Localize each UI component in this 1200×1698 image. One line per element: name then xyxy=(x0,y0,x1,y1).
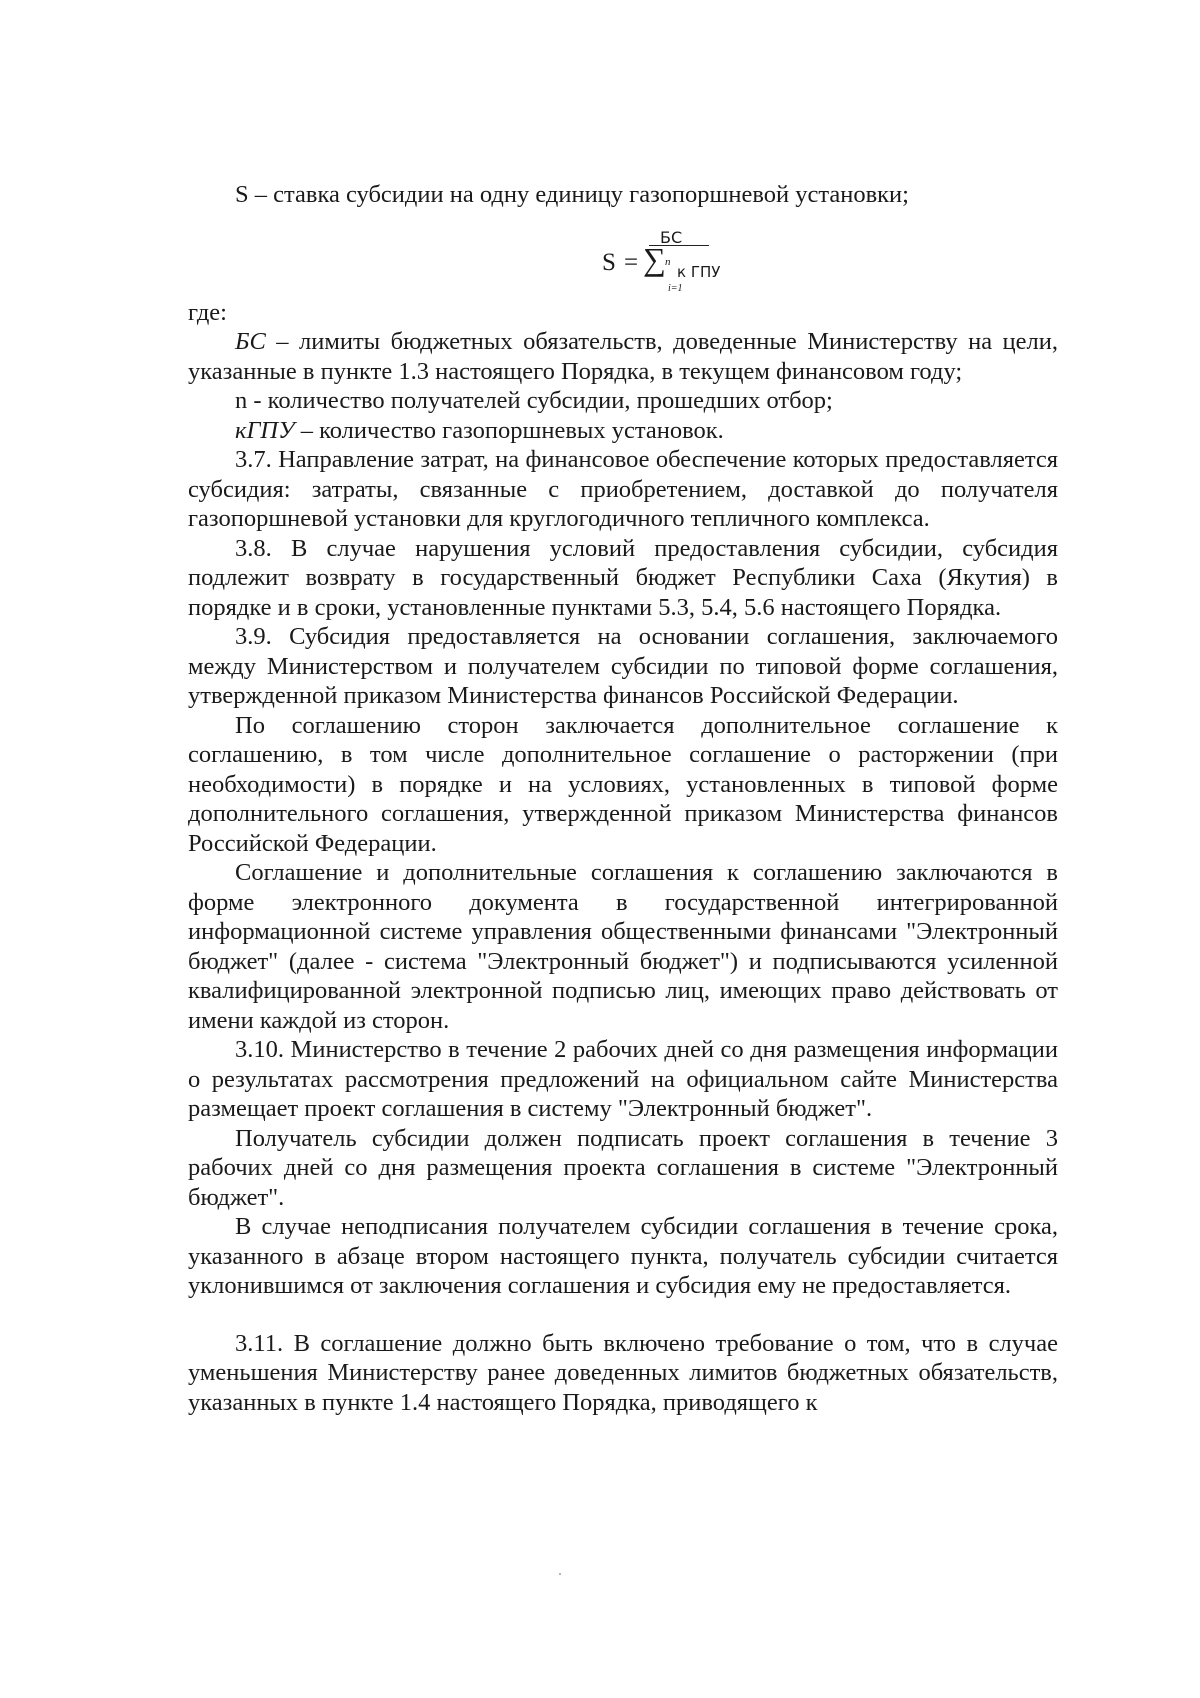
formula-sigma-upper: n xyxy=(665,255,671,268)
paragraph-3-10-signing: Получатель субсидии должен подписать проект соглашения в течение 3 рабочих дней со дня размещения проекта соглашения в системе "Электронный бюджет". xyxy=(188,1124,1058,1211)
formula-sigma: ∑ xyxy=(643,240,666,277)
scan-speck xyxy=(559,1573,561,1575)
paragraph-3-11: 3.11. В соглашение должно быть включено требование о том, что в случае уменьшения Министерству ранее доведенных лимитов бюджетных обязательств, указанных в пункте 1.4 настоящего Порядка, приводящего к xyxy=(188,1329,1058,1416)
paragraph-3-7: 3.7. Направление затрат, на финансовое обеспечение которых предоставляется субсидия: затраты, связанные с приобретением, доставкой до получателя газопоршневой установки для круглогодичного тепличного комплекса. xyxy=(188,446,1058,532)
paragraph-where: где: xyxy=(188,298,227,326)
formula-equals: = xyxy=(624,248,639,276)
bs-definition-text: – лимиты бюджетных обязательств, доведенные Министерству на цели, указанные в пункте 1.3 настоящего Порядка, в текущем финансовом году; xyxy=(188,328,1058,385)
paragraph-3-8: 3.8. В случае нарушения условий предоставления субсидии, субсидия подлежит возврату в государственный бюджет Республики Саха (Якутия) в порядке и в сроки, установленные пунктами 5.3, 5.4, 5.6 настоящего Порядка. xyxy=(188,534,1058,621)
term-bs: БС xyxy=(235,328,266,355)
paragraph-n-definition: n - количество получателей субсидии, прошедших отбор; xyxy=(235,387,833,414)
paragraph-3-10: 3.10. Министерство в течение 2 рабочих дней со дня размещения информации о результатах рассмотрения предложений на официальном сайте Министерства размещает проект соглашения в систему "Электронный бюджет". xyxy=(188,1036,1058,1122)
kgpu-definition-text: – количество газопоршневых установок. xyxy=(294,416,724,444)
paragraph-3-9-electronic-form: Соглашение и дополнительные соглашения к соглашению заключаются в форме электронного документа в государственной интегрированной информационной системе управления общественными финансами "Электронный бюджет" (далее - система "Электронный бюджет") и подписываются усиленной квалифицированной электронной подписью лиц, имеющих право действовать от имени каждой из сторон. xyxy=(188,859,1058,1034)
term-kgpu: кГПУ xyxy=(235,416,295,444)
formula-denominator: к ГПУ xyxy=(677,262,721,281)
paragraph-3-9: 3.9. Субсидия предоставляется на основании соглашения, заключаемого между Министерством и получателем субсидии по типовой форме соглашения, утвержденной приказом Министерства финансов Российской Федерации. xyxy=(188,623,1058,709)
paragraph-kgpu-definition xyxy=(188,416,1058,446)
formula-numerator: БС xyxy=(660,227,683,247)
formula-sigma-lower: i=1 xyxy=(668,282,683,294)
document-body xyxy=(188,180,1058,1417)
paragraph-3-9-additional-agreement: По соглашению сторон заключается дополнительное соглашение к соглашению, в том числе дополнительное соглашение о расторжении (при необходимости) в порядке и на условиях, установленных в типовой форме дополнительного соглашения, утвержденной приказом Министерства финансов Российской Федерации. xyxy=(188,711,1058,857)
formula-lhs: S xyxy=(602,248,616,276)
subsidy-rate-formula xyxy=(188,210,1058,292)
paragraph-bs-definition xyxy=(188,327,1058,386)
paragraph-3-10-refusal: В случае неподписания получателем субсидии соглашения в течение срока, указанного в абзаце втором настоящего пункта, получатель субсидии считается уклонившимся от заключения соглашения и субсидия ему не предоставляется. xyxy=(188,1213,1058,1299)
paragraph-s-definition: S – ставка субсидии на одну единицу газопоршневой установки; xyxy=(235,181,909,208)
